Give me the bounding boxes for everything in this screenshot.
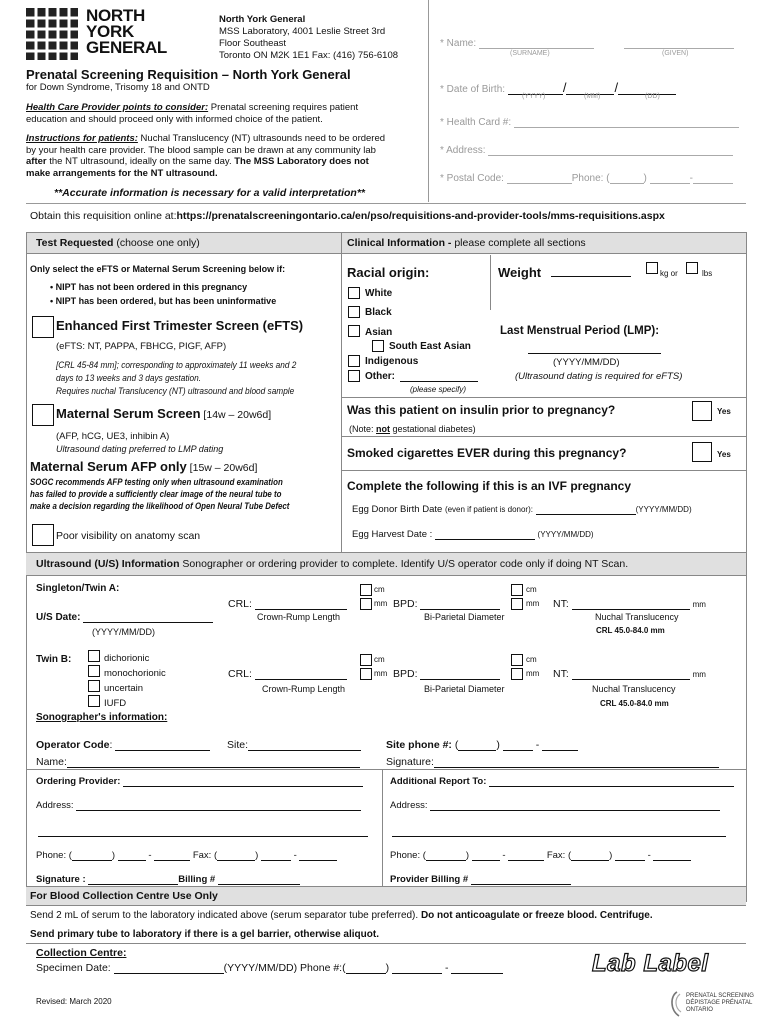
lmp-format: (YYYY/MM/DD) — [553, 357, 620, 368]
col-divider — [341, 232, 342, 552]
smoke-yes-label: Yes — [717, 450, 731, 459]
crl-a-mm: mm — [374, 599, 388, 608]
ordering-address-field[interactable] — [36, 800, 361, 811]
pso-logo-text — [686, 993, 754, 1014]
insulin-divider — [342, 397, 746, 398]
nipt-b1-text: NIPT has not been ordered in this pregnancy — [55, 282, 248, 292]
mss-weeks: [14w – 20w6d] — [200, 409, 272, 421]
nt-b-label: NT: — [553, 668, 569, 680]
provider-col-divider — [382, 769, 383, 887]
lmp-label: Last Menstrual Period (LMP): — [500, 325, 660, 337]
lab-address — [219, 14, 398, 62]
nipt-b2-text: NIPT has been ordered, but has been uninformative — [55, 296, 277, 306]
indigenous-label: Indigenous — [365, 356, 419, 367]
crl-a-cm: cm — [374, 585, 385, 594]
kg-checkbox[interactable] — [646, 262, 658, 274]
clin-head-b: Clinical Information - — [347, 237, 452, 249]
ordering-phone-fax[interactable] — [36, 850, 337, 861]
blood-header-text: For Blood Collection Centre Use Only — [30, 890, 218, 902]
other-input[interactable] — [400, 371, 478, 382]
hcp-note — [26, 102, 421, 125]
health-label: * Health Card #: — [440, 117, 512, 128]
additional-label: Additional Report To: — [390, 776, 487, 787]
spec-dash: - — [444, 962, 449, 974]
donor-fmt: (YYYY/MM/DD) — [635, 505, 692, 514]
smoke-question: Smoked cigarettes EVER during this pregnancy? — [347, 446, 627, 460]
bpd-a-field[interactable] — [393, 598, 500, 610]
bpd-b-mm-checkbox[interactable] — [511, 668, 523, 680]
pso-l1: PRENATAL SCREENING — [686, 993, 754, 999]
crl1: [CRL 45-84 mm]; corresponding to approximately 11 weeks and 2 — [56, 360, 297, 370]
site-field[interactable] — [227, 739, 361, 751]
us-head-n: Sonographer or ordering provider to complete. Identify U/S operator code only if doing NT Scan. — [179, 558, 629, 570]
other-checkbox[interactable] — [348, 370, 360, 382]
egg-donor-field[interactable] — [352, 504, 692, 515]
pso-l2: DÉPISTAGE PRÉNATAL — [686, 1000, 753, 1006]
crl-b-mm: mm — [374, 669, 388, 678]
note-b: gestational diabetes) — [390, 424, 476, 434]
patient-name-field[interactable] — [440, 38, 734, 49]
ivf-heading: Complete the following if this is an IVF pregnancy — [347, 479, 632, 493]
spec-fmt: (YYYY/MM/DD) Phone #:( — [223, 962, 346, 974]
sono-name-field[interactable] — [36, 756, 360, 768]
phone-close: ) — [643, 173, 647, 184]
sogc3: make a decision regarding the likelihood of Open Neural Tube Defect — [30, 501, 290, 511]
dichorionic-label: dichorionic — [104, 653, 150, 664]
patient-instructions — [26, 133, 421, 179]
sea-label: South East Asian — [389, 341, 471, 352]
iufd-checkbox[interactable] — [88, 695, 100, 707]
additional-address-line2[interactable] — [392, 826, 726, 837]
add-fax-label: Fax: ( — [546, 850, 572, 861]
surname-caption: (SURNAME) — [510, 50, 550, 57]
pso-logo-icon — [668, 990, 684, 1018]
lab-label-placeholder: Lab Label — [592, 950, 709, 977]
add-phone-dash: - — [502, 850, 506, 861]
address-label: * Address: — [440, 145, 486, 156]
crl-b-cm: cm — [374, 655, 385, 664]
ord-phone-label: Phone: ( — [36, 850, 72, 861]
us-date-format: (YYYY/MM/DD) — [92, 627, 155, 637]
specify-caption: (please specify) — [410, 385, 467, 394]
spec-label: Specimen Date: — [36, 962, 111, 974]
header-divider — [428, 0, 429, 202]
nt-b-field[interactable] — [553, 668, 706, 680]
afp-weeks: [15w – 20w6d] — [186, 462, 258, 474]
racial-origin-label: Racial origin: — [347, 265, 430, 280]
nipt-bullet-1: • NIPT has not been ordered in this pregnancy — [50, 282, 248, 292]
insulin-yes-checkbox[interactable] — [692, 401, 712, 421]
health-card-field[interactable] — [440, 117, 739, 128]
specimen-date-field[interactable] — [36, 962, 503, 974]
us-date-label: U/S Date: — [36, 612, 81, 623]
blood-send-1 — [30, 910, 653, 921]
crl-b-mm-checkbox[interactable] — [360, 668, 372, 680]
logo-line-3: GENERAL — [86, 38, 168, 57]
instr-t2: by your health care provider. The blood sample can be drawn at any community lab — [26, 144, 376, 156]
mss-text: Maternal Serum Screen — [56, 406, 201, 421]
test-requested-header — [36, 237, 200, 249]
black-label: Black — [365, 307, 392, 318]
logo-grid-icon — [26, 8, 78, 60]
mm-caption: (MM) — [584, 93, 601, 100]
additional-phone-fax[interactable] — [390, 850, 691, 861]
crl3: Requires nuchal Translucency (NT) ultrasound and blood sample — [56, 386, 295, 396]
additional-report-field[interactable] — [390, 776, 734, 787]
logo-line-2: YORK — [86, 22, 134, 41]
uncertain-label: uncertain — [104, 683, 144, 694]
sonographer-heading: Sonographer's information: — [36, 712, 168, 723]
instr-t3a: after — [26, 156, 47, 167]
bpd-b-caption: Bi-Parietal Diameter — [424, 684, 505, 694]
send1a: Send 2 mL of serum to the laboratory indicated above (serum separator tube preferred). — [30, 910, 421, 921]
pso-logo — [668, 990, 684, 1021]
nt-a-field[interactable] — [553, 598, 706, 610]
name-label: * Name: — [440, 38, 477, 49]
postal-label: * Postal Code: — [440, 173, 504, 184]
dichorionic-checkbox[interactable] — [88, 650, 100, 662]
sea-checkbox[interactable] — [372, 340, 384, 352]
singleton-label: Singleton/Twin A: — [36, 583, 120, 594]
uncertain-checkbox[interactable] — [88, 680, 100, 692]
sono-signature-label: Signature: — [386, 756, 434, 768]
opcode-colon: : — [109, 739, 113, 751]
mss-checkbox[interactable] — [32, 404, 54, 426]
lmp-note: (Ultrasound dating is required for eFTS) — [515, 371, 683, 382]
opcode-label: Operator Code — [36, 739, 110, 751]
us-date-field[interactable] — [36, 612, 213, 623]
only-select-note: Only select the eFTS or Maternal Serum Screening below if: — [30, 264, 286, 274]
instr-label: Instructions for patients: — [26, 133, 138, 144]
insulin-yes-label: Yes — [717, 407, 731, 416]
provider-billing-field[interactable] — [390, 874, 571, 885]
donor-b: (even if patient is donor): — [444, 505, 533, 514]
instr-t1: Nuchal Translucency (NT) ultrasounds need to be ordered — [137, 133, 386, 144]
monochorionic-label: monochorionic — [104, 668, 166, 679]
weight-input[interactable] — [551, 266, 631, 277]
site-phone-field[interactable]: Site phone #: ( ) - — [386, 739, 578, 751]
test-head-b: Test Requested — [36, 237, 114, 249]
divider-top — [26, 203, 746, 204]
note-a: (Note: — [349, 424, 377, 434]
crl-a-mm-checkbox[interactable] — [360, 598, 372, 610]
accurate-note: **Accurate information is necessary for a valid interpretation** — [54, 187, 366, 199]
other-label: Other: — [365, 371, 395, 382]
dob-field[interactable]: * Date of Birth: / / — [440, 80, 676, 95]
instr-t3b: the NT ultrasound, ideally on the same day. — [46, 156, 235, 167]
ultrasound-header-text — [36, 558, 628, 570]
phone-dash: - — [689, 173, 693, 184]
ord-signature-label: Signature : — [36, 874, 86, 885]
blood-send-2: Send primary tube to laboratory if there is a gel barrier, otherwise aliquot. — [30, 929, 379, 940]
nt-a-mm: mm — [692, 600, 706, 609]
nipt-bullet-2: • NIPT has been ordered, but has been uninformative — [50, 296, 277, 306]
given-caption: (GIVEN) — [662, 50, 689, 57]
crl-a-label: CRL: — [228, 598, 252, 610]
nt-a-label: NT: — [553, 598, 569, 610]
asian-checkbox[interactable] — [348, 325, 360, 337]
crl-a-field[interactable] — [228, 598, 347, 610]
right-border — [746, 232, 747, 902]
nt-a-caption: Nuchal Translucency — [595, 612, 679, 622]
note-not: not — [376, 424, 391, 434]
harvest-fmt: (YYYY/MM/DD) — [537, 530, 594, 539]
test-head-n: (choose one only) — [113, 237, 200, 249]
white-label: White — [365, 288, 393, 299]
asian-label: Asian — [365, 327, 393, 338]
sono-signature-field[interactable] — [386, 756, 719, 768]
postal-phone-field[interactable] — [440, 173, 733, 184]
poor-visibility-checkbox[interactable] — [32, 524, 54, 546]
efts-sub: (eFTS: NT, PAPPA, FBHCG, PIGF, AFP) — [56, 341, 227, 352]
ord-phone-dash: - — [148, 850, 152, 861]
indigenous-checkbox[interactable] — [348, 355, 360, 367]
afp-label — [30, 459, 257, 474]
crl-a-caption: Crown-Rump Length — [257, 612, 341, 622]
white-checkbox[interactable] — [348, 287, 360, 299]
obtain-url[interactable]: https://prenatalscreeningontario.ca/en/pso/requisitions-and-provider-tools/mms-requisitions.aspx — [176, 210, 665, 222]
bpd-b-label: BPD: — [393, 668, 418, 680]
ordering-provider-field[interactable] — [36, 776, 363, 787]
blood-divider — [26, 943, 746, 944]
smoke-yes-checkbox[interactable] — [692, 442, 712, 462]
nt-b-range: CRL 45.0-84.0 mm — [600, 699, 669, 708]
obtain-prefix: Obtain this requisition online at: — [30, 210, 177, 222]
site-label: Site: — [227, 739, 249, 751]
bpd-b-field[interactable] — [393, 668, 500, 680]
insulin-note — [349, 424, 476, 434]
us-head-b: Ultrasound (U/S) Information — [36, 558, 180, 570]
weight-label: Weight — [498, 265, 542, 280]
operator-code-field[interactable] — [36, 739, 210, 751]
ord-phone-paren: ) — [111, 850, 116, 861]
efts-crl-note — [56, 359, 332, 398]
lab-addr-2: Floor Southeast — [219, 38, 287, 49]
hcp-label: Health Care Provider points to consider: — [26, 102, 209, 113]
sogc2: has failed to provide a sufficiently clear image of the neural tube to — [30, 489, 282, 499]
mss-sub: (AFP, hCG, UE3, inhibin A) — [56, 431, 170, 442]
add-fax-paren: ) — [609, 850, 613, 861]
obtain-online — [30, 210, 665, 222]
lbs-checkbox[interactable] — [686, 262, 698, 274]
instr-t4: make arrangements for the NT ultrasound. — [26, 167, 218, 179]
ordering-address-line2[interactable] — [38, 826, 368, 837]
bpd-b-mm: mm — [526, 669, 540, 678]
bpd-a-caption: Bi-Parietal Diameter — [424, 612, 505, 622]
kg-label: kg or — [660, 269, 678, 278]
ord-fax-label: Fax: ( — [192, 850, 218, 861]
instr-t3c: The MSS Laboratory does not — [234, 156, 369, 167]
bpd-a-cm: cm — [526, 585, 537, 594]
page-title: Prenatal Screening Requisition – North York General — [26, 67, 351, 82]
smoke-divider — [342, 436, 746, 437]
logo-line-1: NORTH — [86, 6, 145, 25]
provbilling-label: Provider Billing # — [390, 874, 469, 885]
ordering-label: Ordering Provider: — [36, 776, 121, 787]
sitephone-label: Site phone #: — [386, 739, 452, 751]
revised-date: Revised: March 2020 — [36, 997, 112, 1006]
address-field[interactable] — [440, 145, 733, 156]
collection-centre-label: Collection Centre: — [36, 947, 127, 959]
nt-b-caption: Nuchal Translucency — [592, 684, 676, 694]
mss-sub2: Ultrasound dating preferred to LMP dating — [56, 444, 224, 454]
harvest-label: Egg Harvest Date : — [352, 529, 433, 540]
lab-addr-3: Toronto ON M2K 1E1 Fax: (416) 756-6108 — [219, 50, 399, 61]
bpd-a-mm-checkbox[interactable] — [511, 598, 523, 610]
egg-harvest-field[interactable] — [352, 529, 594, 540]
ord-fax-paren: ) — [255, 850, 259, 861]
hcp-text-1: Prenatal screening requires patient — [208, 102, 359, 113]
mss-label — [56, 406, 271, 421]
insulin-question: Was this patient on insulin prior to pregnancy? — [347, 403, 616, 417]
phone-label: Phone: ( — [571, 173, 610, 184]
bpd-b-cm-checkbox[interactable] — [511, 654, 523, 666]
send1b: Do not anticoagulate or freeze blood. Centrifuge. — [420, 910, 653, 921]
efts-label: Enhanced First Trimester Screen (eFTS) — [56, 318, 304, 333]
crl-b-field[interactable] — [228, 668, 347, 680]
dd-caption: (DD) — [645, 93, 660, 100]
additional-address-field[interactable] — [390, 800, 720, 811]
sogc1: SOGC recommends AFP testing only when ultrasound examination — [30, 477, 283, 487]
provider-divider — [26, 769, 746, 770]
lab-addr-1: MSS Laboratory, 4001 Leslie Street 3rd — [219, 26, 386, 37]
dob-label: * Date of Birth: — [440, 84, 506, 95]
hcp-text-2: education and should proceed only with informed choice of the patient. — [26, 113, 323, 125]
donor-a: Egg Donor Birth Date — [352, 504, 445, 515]
bpd-a-cm-checkbox[interactable] — [511, 584, 523, 596]
add-fax-dash: - — [647, 850, 651, 861]
crl-b-caption: Crown-Rump Length — [262, 684, 346, 694]
nt-b-mm: mm — [692, 670, 706, 679]
clin-head-n: please complete all sections — [451, 237, 586, 249]
monochorionic-checkbox[interactable] — [88, 665, 100, 677]
add-phone-label: Phone: ( — [390, 850, 426, 861]
crl-b-label: CRL: — [228, 668, 252, 680]
bpd-a-mm: mm — [526, 599, 540, 608]
ivf-divider — [342, 470, 746, 471]
lab-name: North York General — [219, 14, 306, 25]
crl-a-cm-checkbox[interactable] — [360, 584, 372, 596]
centre-text: Collection Centre — [36, 947, 123, 959]
afp-text: Maternal Serum AFP only — [30, 459, 187, 474]
lmp-input[interactable] — [528, 343, 661, 354]
sono-name-label: Name: — [36, 756, 67, 768]
sogc-note — [30, 476, 336, 512]
efts-checkbox[interactable] — [32, 316, 54, 338]
ordering-signature-billing[interactable] — [36, 874, 300, 885]
poor-visibility-label: Poor visibility on anatomy scan — [56, 530, 201, 542]
bpd-b-cm: cm — [526, 655, 537, 664]
crl-b-cm-checkbox[interactable] — [360, 654, 372, 666]
ord-billing-label: Billing # — [178, 874, 216, 885]
add-phone-paren: ) — [465, 850, 470, 861]
twin-b-label: Twin B: — [36, 654, 72, 665]
pso-l3: ONTARIO — [686, 1007, 713, 1013]
ord-fax-dash: - — [293, 850, 297, 861]
logo-text — [86, 8, 167, 56]
crl2: days to 13 weeks and 3 days gestation. — [56, 373, 202, 383]
clinical-header — [347, 237, 586, 249]
bpd-a-label: BPD: — [393, 598, 418, 610]
iufd-label: IUFD — [104, 698, 127, 709]
black-checkbox[interactable] — [348, 306, 360, 318]
page-subtitle: for Down Syndrome, Trisomy 18 and ONTD — [26, 82, 210, 93]
racial-weight-divider — [490, 255, 491, 310]
spec-paren: ) — [385, 962, 390, 974]
additional-address-label: Address: — [390, 800, 428, 811]
ordering-address-label: Address: — [36, 800, 74, 811]
nyg-logo — [26, 8, 78, 60]
nt-a-range: CRL 45.0-84.0 mm — [596, 626, 665, 635]
yyyy-caption: (YYYY) — [522, 93, 546, 100]
lbs-label: lbs — [702, 269, 713, 278]
